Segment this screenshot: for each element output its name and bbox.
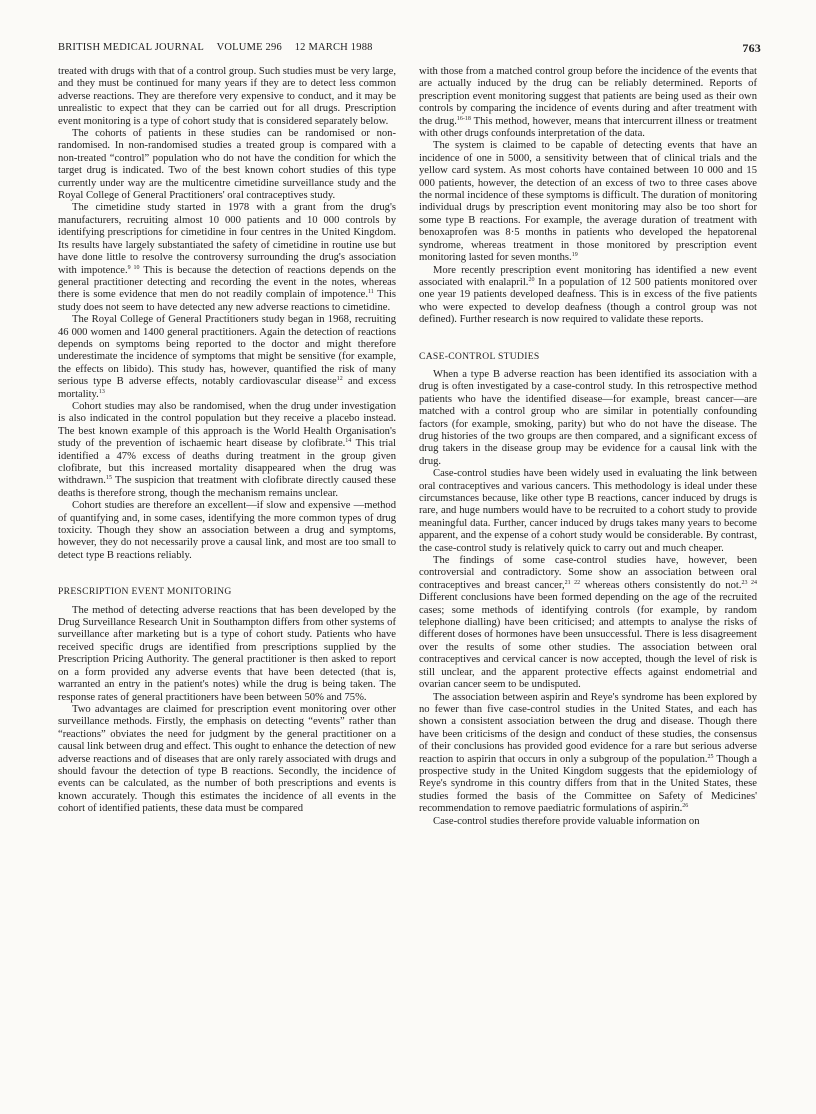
paragraph: with those from a matched control group before the incidence of the events that are actually induced by the drug can be reliably determined. Reports of prescription event monitoring suggest that patients are being used as their own controls by comparing the incidence of events during and after treatment with the drug.$^{16-18}$ This method, however, means that intercurrent illness or treatment with other drugs confounds interpretation of the data. [419,66,757,140]
paragraph: The cohorts of patients in these studies can be randomised or non-randomised. In non-randomised studies a treated group is compared with a non-treated “control” population who do not have the condition for which the target drug is indicated. Two of the best known cohort studies of this type currently under way are the multicentre cimetidine surveillance study and the Royal College of General Practitioners' oral contraceptives study. [58,128,396,202]
reference-marker: 21 22 [564,579,581,586]
paragraph: The method of detecting adverse reactions that has been developed by the Drug Surveillance Research Unit in Southampton differs from other systems of surveillance after marketing but is a type of cohort study. Patients who have received specific drugs are identified from prescriptions supplied by the Prescription Pricing Authority. The general practitioner is then asked to report on a form provided any adverse events that have been detected (that is, warranted an entry in the patient's notes) while the drug is being taken. The response rates of general practitioners have been between 50% and 75%. [58,604,396,703]
reference-marker: 16-18 [456,115,471,122]
issue-date: 12 MARCH 1988 [294,42,373,53]
reference-marker: 19 [571,252,578,259]
journal-name: BRITISH MEDICAL JOURNAL [58,42,204,53]
paragraph: The Royal College of General Practitioners study began in 1968, recruiting 46 000 women and 1400 general practitioners. Again the detection of reactions depends on symptoms being reported to the doctor and might therefore underestimate the incidence of symptoms that might be sensitive (for example, the effects on libido). This study has, however, quantified the risk of many serious type B adverse effects, notably cardiovascular disease$^{12}$ and excess mortality.$^{13}$ [58,314,396,400]
reference-marker: 15 [105,475,112,482]
paragraph: Case-control studies therefore provide valuable information on [433,815,700,827]
running-head [58,42,761,58]
paragraph: Cohort studies may also be randomised, when the drug under investigation is also indicated in the control population but they receive a placebo instead. The best known example of this approach is the World Health Organisation's study of the prevention of ischaemic heart disease by clofibrate.$^{14}$ This trial identified a 47% excess of deaths during treatment in the group given clofibrate, but this increased mortality disappeared when the drug was withdrawn.$^{15}$ The suspicion that treatment with clofibrate directly caused these deaths is therefore strong, though the mechanism remains unclear. [58,400,396,499]
reference-marker: 13 [98,388,105,395]
volume-number: VOLUME 296 [216,42,282,53]
right-column [419,66,757,828]
paragraph: The findings of some case-control studies have, however, been controversial and contradictory. Some show an association between oral contraceptives and breast cancer,$^{21 22}$ whereas others consistently do not.$^{23 24}$ Different conclusions have been formed depending on the age of the recruited cases; some methods of identifying controls (for example, by random telephone dialling) have been criticised; and attempts to analyse the risks of different doses of hormones have been unsuccessful. There is less disagreement over the results of some other studies. The association between oral contraceptives and cervical cancer is now accepted, though the level of risk is still unclear, and the apparent protective effects against endometrial and ovarian cancer seem to be undisputed. [419,555,758,691]
reference-marker: 20 [528,276,535,283]
reference-marker: 26 [682,803,689,810]
reference-marker: 23 24 [741,579,758,586]
paragraph: When a type B adverse reaction has been identified its association with a drug is often investigated by a case-control study. In this retrospective method patients who have the identified disease—for example, breast cancer—are matched with a control group who are similar in potentially confounding factors (for example, smoking, parity) but who do not have the disease. The drug histories of the two groups are then compared, and a significant excess of drug takers in the disease group may be evidence for a causal link with the drug. [419,368,757,467]
reference-marker: 9 10 [127,264,140,271]
paragraph: The system is claimed to be capable of detecting events that have an incidence of one in 5000, a sensitivity between that of clinical trials and the yellow card system. As most cohorts have contained between 10 000 and 15 000 patients, however, the detection of an excess of two to three cases above the normal incidence of these symptoms is difficult. The duration of monitoring individual drugs by prescription event monitoring may also be too short for some type B reactions. For example, the average duration of treatment with benoxaprofen was 8·5 months in patients who developed the hepatorenal syndrome, whereas treatment in those monitored by prescription event monitoring lasted for seven months.$^{19}$ [419,140,757,264]
section-heading: CASE-CONTROL STUDIES [419,350,540,362]
paragraph: Case-control studies have been widely used in evaluating the link between oral contraceptives and various cancers. This methodology is ideal under these circumstances because, like other type B reactions, cancer induced by drugs is rare, and huge numbers would have to be recruited to a cohort study to provide meaningful data. Further, cancer induced by drugs takes many years to become apparent, and the expense of a cohort study would be considerable. By contrast, the case-control study is relatively quick to carry out and much cheaper. [419,468,758,554]
paragraph: treated with drugs with that of a control group. Such studies must be very large, and they must be continued for many years if they are to detect less common adverse reactions. They are therefore very expensive to conduct, and it may be unrealistic to expect that they can be carried out for all drugs. Prescription event monitoring is a type of cohort study that is considered separately below. [58,66,396,127]
reference-marker: 14 [345,438,352,445]
reference-marker: 11 [368,289,374,296]
paragraph: The cimetidine study started in 1978 with a grant from the drug's manufacturers, recruiting almost 10 000 patients and 10 000 controls by identifying prescriptions for cimetidine in four centres in the United Kingdom. Its results have largely substantiated the safety of cimetidine in routine use but have done little to resolve the controversy surrounding the drug's association with impotence.$^{9 10}$ This is because the detection of reactions depends on the general practitioner detecting and recording the event in the notes, whereas there is some evidence that men do not readily complain of impotence.$^{11}$ This study does not seem to have detected any new adverse reactions to cimetidine. [58,202,396,313]
left-column [58,66,396,816]
paragraph: The association between aspirin and Reye's syndrome has been explored by no fewer than five case-control studies in the United States, and each has shown a consistent association between the drug and disease. Though there have been criticisms of the design and conduct of these studies, the consensus of their conclusions has provided good evidence for a rare but serious adverse reaction to aspirin that occurs in only a subgroup of the population.$^{25}$ Though a prospective study in the United Kingdom suggests that the epidemiology of Reye's syndrome in this country differs from that in the United States, these studies formed the basis of the Committee on Safety of Medicines' recommendation to remove paediatric formulations of aspirin.$^{26}$ [419,691,757,815]
paragraph: More recently prescription event monitoring has identified a new event associated with enalapril.$^{20}$ In a population of 12 500 patients monitored over one year 19 patients developed deafness. This is in excess of the five patients who were expected to develop deafness (though a control group was not defined). Further research is now required to validate these reports. [419,264,757,326]
page-number: 763 [742,41,761,55]
reference-marker: 12 [336,376,343,383]
journal-citation [58,42,383,53]
reference-marker: 25 [707,753,714,760]
section-heading: PRESCRIPTION EVENT MONITORING [58,586,232,598]
paragraph: Cohort studies are therefore an excellent—if slow and expensive —method of quantifying and, in some cases, identifying the more common types of drug toxicity. Though they show an association between a drug and symptoms, however, they do not necessarily prove a causal link, and most are too small to detect type B reactions reliably. [58,500,396,561]
paragraph: Two advantages are claimed for prescription event monitoring over other surveillance methods. Firstly, the emphasis on detecting “events” rather than “reactions” obviates the need for judgment by the general practitioner on a causal link between drug and effect. This ought to enhance the detection of new adverse reactions and of diseases that are only rarely associated with drugs and should favour the detection of type B reactions. Secondly, the incidence of events can be calculated, as the number of both prescriptions and events is known accurately. Though this estimates the incidence of all events in the cohort of identified patients, these data must be compared [58,703,396,815]
